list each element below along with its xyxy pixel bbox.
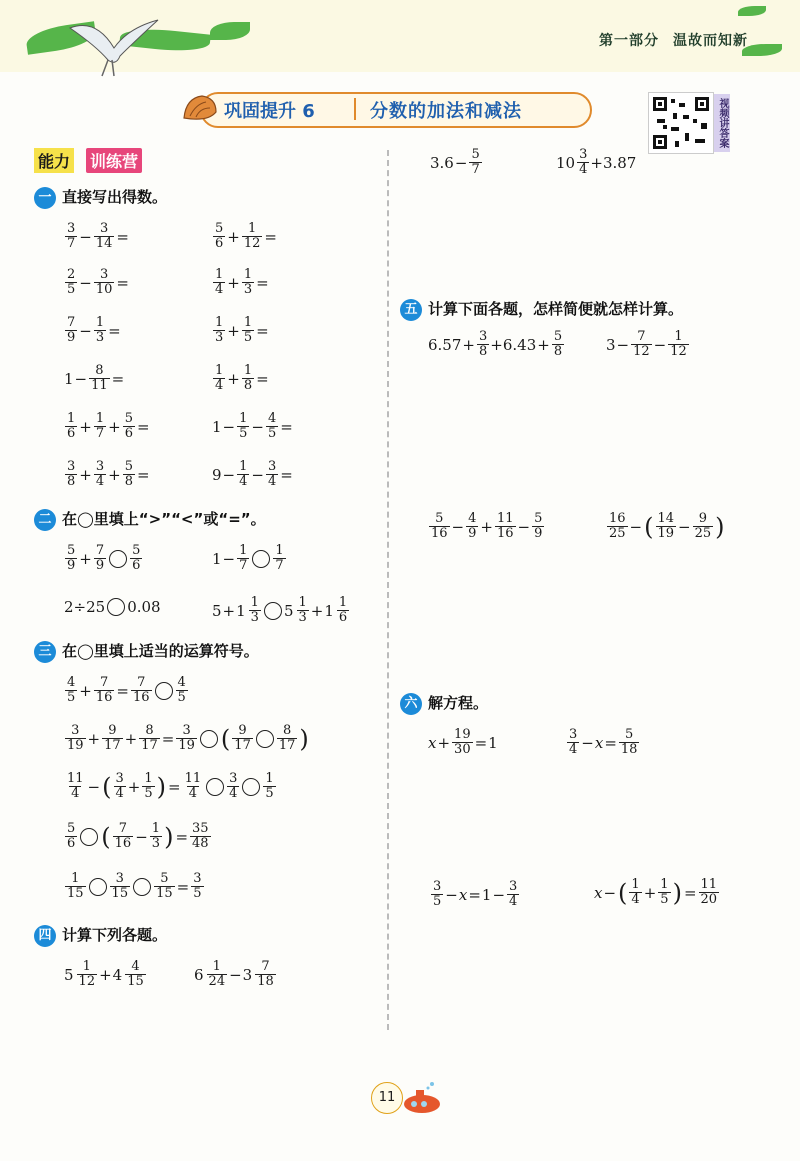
section-3-heading <box>34 640 259 663</box>
operator: + <box>127 777 141 796</box>
problem <box>64 316 122 345</box>
problem <box>64 872 205 901</box>
operator: − <box>517 517 531 536</box>
fraction: 9 17 <box>234 723 251 753</box>
fraction: $\frac{1}{5}$ <box>144 771 153 801</box>
fraction: 7 9 <box>67 315 76 345</box>
fraction: $\frac{3}{4}$ <box>95 459 105 489</box>
fraction: $\frac{3}{14}$ <box>95 221 113 251</box>
answer-circle[interactable] <box>200 730 218 748</box>
fraction: 5 16 <box>431 511 448 541</box>
fraction: 1 7 <box>275 543 284 573</box>
fraction: 5 6 <box>67 821 76 851</box>
problem: 10 3 4 +3.87 <box>556 147 637 177</box>
fraction: $\frac{5}{8}$ <box>124 459 133 489</box>
problem: 2÷25 0.08 <box>64 598 161 616</box>
qr-code-icon[interactable] <box>648 92 714 154</box>
problem <box>212 268 270 297</box>
fraction: 3 15 <box>111 871 129 901</box>
seagull-icon <box>66 10 162 80</box>
operator: ) <box>672 878 682 907</box>
problem: 3 5 − x = 1 − $\frac{3}{4}$ <box>433 879 518 909</box>
problem <box>64 772 277 801</box>
fraction: 2 5 <box>67 267 76 297</box>
answer-circle[interactable] <box>80 828 98 846</box>
fraction: $\frac{9}{17}$ <box>104 723 121 753</box>
fraction: $\frac{1}{12}$ <box>670 329 687 359</box>
operator: + <box>79 681 92 700</box>
operator: ( <box>102 772 112 801</box>
problem: 1 − $\frac{1}{5}$ − $\frac{4}{5}$ = <box>212 411 293 441</box>
problem <box>64 460 151 489</box>
fraction: 1 24 <box>208 959 226 989</box>
fraction: 4 5 <box>67 675 76 705</box>
section-2-badge: 二 <box>34 509 56 531</box>
fraction: $\frac{1}{3}$ <box>151 821 161 851</box>
section-2-title: 在◯里填上“>”“<”或“=”。 <box>62 510 266 528</box>
fraction: 3 5 <box>433 879 442 909</box>
problem: 3 4 − x = $\frac{5}{18}$ <box>569 727 638 757</box>
fraction: $\frac{5}{18}$ <box>620 727 638 757</box>
operator: − <box>492 885 506 904</box>
fraction: $\frac{3}{8}$ <box>478 329 488 359</box>
operator: − <box>229 965 242 984</box>
operator: + <box>227 227 240 246</box>
header-part: 第一部分 <box>599 33 659 49</box>
fraction: 3 4 <box>569 727 578 757</box>
fraction: $\frac{4}{5}$ <box>267 411 277 441</box>
fraction: 3 4 <box>229 771 238 801</box>
fraction: 8 17 <box>278 723 296 753</box>
operator: = <box>175 827 189 846</box>
fraction: 5 6 <box>215 221 224 251</box>
operator: = <box>108 321 121 340</box>
lesson-banner <box>200 92 592 128</box>
problem <box>64 544 143 573</box>
operator: − <box>79 321 92 340</box>
operator: + <box>222 601 236 620</box>
fraction: 4 5 <box>177 675 186 705</box>
fraction: 1 3 <box>215 315 224 345</box>
operator: − <box>251 417 264 436</box>
banner-label: 巩固提升 6 <box>224 101 315 122</box>
operator: + <box>79 549 92 568</box>
problem <box>64 222 130 251</box>
operator: + <box>108 465 121 484</box>
operator: − <box>445 885 458 904</box>
fraction: 3 19 <box>67 723 84 753</box>
section-4-title: 计算下列各题。 <box>62 926 168 944</box>
fraction: 1 4 <box>215 267 224 297</box>
operator: − <box>603 883 617 902</box>
problem: 3 − $\frac{7}{12}$ − $\frac{1}{12}$ <box>606 329 687 359</box>
problem <box>64 268 130 297</box>
fraction: $\frac{3}{4}$ <box>509 879 518 909</box>
fraction: $\frac{3}{19}$ <box>178 723 195 753</box>
operator: = <box>116 681 129 700</box>
answer-circle[interactable] <box>256 730 274 748</box>
fraction: $\frac{1}{7}$ <box>95 411 105 441</box>
fraction: 14 19 <box>657 511 675 541</box>
problem: 9 − $\frac{1}{4}$ − $\frac{3}{4}$ = <box>212 459 293 489</box>
operator: = <box>256 369 269 388</box>
problem: 6.57 + $\frac{3}{8}$ +6.43 + $\frac{5}{8}$ <box>428 329 563 359</box>
fraction: $\frac{3}{5}$ <box>193 871 202 901</box>
operator: = <box>280 417 293 436</box>
operator: = <box>176 877 190 896</box>
section-6-title: 解方程。 <box>428 694 489 712</box>
qr-label: 视频讲答案 <box>714 94 730 152</box>
problem: x + $\frac{19}{30}$ = 1 <box>428 727 498 757</box>
operator: = <box>116 273 129 292</box>
fraction: $\frac{1}{3}$ <box>243 267 253 297</box>
operator: − <box>629 517 643 536</box>
section-4-badge: 四 <box>34 925 56 947</box>
operator: = <box>161 729 175 748</box>
problem <box>64 822 212 851</box>
fraction: $\frac{5}{7}$ <box>471 147 480 177</box>
operator: = <box>474 733 488 752</box>
operator: = <box>111 369 125 388</box>
shell-icon <box>182 92 218 122</box>
fraction: 4 15 <box>127 959 144 989</box>
operator: − <box>135 827 148 846</box>
banner-divider <box>354 98 356 120</box>
fraction: 7 16 <box>114 821 132 851</box>
fraction: $\frac{5}{6}$ <box>124 411 133 441</box>
operator: − <box>451 517 465 536</box>
answer-circle[interactable] <box>264 602 282 620</box>
operator: + <box>227 273 240 292</box>
operator: ( <box>644 512 654 541</box>
answer-circle[interactable] <box>252 550 270 568</box>
answer-circle[interactable] <box>133 878 151 896</box>
answer-circle[interactable] <box>107 598 125 616</box>
section-2-heading <box>34 508 266 531</box>
fraction: $\frac{4}{9}$ <box>468 511 477 541</box>
fraction: $\frac{1}{4}$ <box>239 459 248 489</box>
operator: − <box>222 417 236 436</box>
fraction: 1 4 <box>631 877 640 907</box>
operator: + <box>124 729 138 748</box>
problem: 5 1 12 + 4 4 15 <box>64 959 144 989</box>
problem: x − ( 1 4 + $\frac{1}{5}$ ) = $\frac{11}{20}$ <box>594 877 718 907</box>
problem <box>64 724 310 753</box>
fraction: $\frac{1}{5}$ <box>243 315 253 345</box>
operator: + <box>79 465 92 484</box>
operator: − <box>616 335 630 354</box>
problem: 5 + 1 1 3 5 1 3 + 1 1 6 <box>212 595 348 625</box>
operator: − <box>581 733 594 752</box>
section-1-heading <box>34 186 167 209</box>
operator: + <box>480 517 493 536</box>
operator: + <box>79 417 92 436</box>
operator: − <box>678 517 691 536</box>
fraction: 1 6 <box>338 595 348 625</box>
operator: − <box>79 227 92 246</box>
problem: 6 1 24 − 3 7 18 <box>194 959 274 989</box>
operator: − <box>222 465 236 484</box>
fraction: $\frac{7}{12}$ <box>633 329 650 359</box>
operator: ) <box>299 724 309 753</box>
operator: = <box>137 465 150 484</box>
fraction: 7 18 <box>257 959 274 989</box>
fraction: $\frac{5}{9}$ <box>534 511 543 541</box>
fraction: $\frac{1}{5}$ <box>239 411 248 441</box>
header-section: 温故而知新 <box>673 33 748 49</box>
ability-tag: 能力 <box>34 148 74 173</box>
operator: − <box>74 369 88 388</box>
fraction: $\frac{1}{8}$ <box>243 363 253 393</box>
fraction: $\frac{11}{16}$ <box>496 511 514 541</box>
operator: ( <box>618 878 628 907</box>
section-6-heading <box>400 692 488 715</box>
answer-circle[interactable] <box>155 682 173 700</box>
operator: = <box>256 321 269 340</box>
problem: 3.6 − $\frac{5}{7}$ <box>430 147 480 177</box>
fraction: 1 3 <box>250 595 259 625</box>
fraction: $\frac{9}{25}$ <box>694 511 712 541</box>
operator: − <box>454 153 468 172</box>
fraction: $\frac{35}{48}$ <box>192 821 209 851</box>
fraction: $\frac{11}{4}$ <box>184 771 202 801</box>
answer-circle[interactable] <box>206 778 224 796</box>
fraction: $\frac{1}{5}$ <box>660 877 669 907</box>
fraction: $\frac{11}{20}$ <box>700 877 718 907</box>
operator: + <box>99 965 112 984</box>
operator: = <box>468 885 481 904</box>
operator: = <box>280 465 293 484</box>
section-4-heading <box>34 924 167 947</box>
problem: 1 − $\frac{1}{7}$ 1 7 <box>212 543 284 573</box>
fraction: 3 4 <box>115 771 124 801</box>
fraction: 5 6 <box>132 543 141 573</box>
operator: + <box>87 729 101 748</box>
fraction: 11 4 <box>67 771 84 801</box>
fraction: $\frac{7}{16}$ <box>95 675 113 705</box>
banner-title: 分数的加法和减法 <box>370 101 522 122</box>
section-6-badge: 六 <box>400 693 422 715</box>
problem <box>212 364 270 393</box>
fraction: $\frac{8}{11}$ <box>91 363 108 393</box>
problem <box>212 316 270 345</box>
operator: − <box>653 335 667 354</box>
answer-circle[interactable] <box>109 550 127 568</box>
fraction: $\frac{8}{17}$ <box>141 723 158 753</box>
operator: + <box>310 601 324 620</box>
operator: ) <box>164 822 174 851</box>
operator: − <box>251 465 264 484</box>
fraction: $\frac{1}{7}$ <box>239 543 248 573</box>
fraction: 16 25 <box>609 511 626 541</box>
problem <box>606 512 726 541</box>
answer-circle[interactable] <box>89 878 107 896</box>
section-3-title: 在◯里填上适当的运算符号。 <box>62 642 259 660</box>
section-1-title: 直接写出得数。 <box>62 188 168 206</box>
operator: + <box>537 335 550 354</box>
operator: + <box>227 321 240 340</box>
fraction: $\frac{5}{15}$ <box>156 871 173 901</box>
operator: ) <box>715 512 725 541</box>
operator: = <box>683 883 697 902</box>
fraction: 3 4 <box>579 147 588 177</box>
section-5-heading <box>400 298 683 321</box>
operator: + <box>108 417 121 436</box>
fraction: 1 12 <box>78 959 96 989</box>
fraction: 5 9 <box>67 543 76 573</box>
fraction: 1 15 <box>67 871 84 901</box>
operator: − <box>79 273 92 292</box>
fraction: $\frac{7}{9}$ <box>95 543 105 573</box>
page-number: 11 <box>371 1082 403 1114</box>
fraction: 1 4 <box>215 363 224 393</box>
submarine-icon <box>398 1080 444 1116</box>
fraction: 1 3 <box>298 595 307 625</box>
operator: + <box>643 883 657 902</box>
camp-tag: 训练营 <box>86 148 142 173</box>
fraction: $\frac{1}{3}$ <box>95 315 105 345</box>
column-divider <box>387 150 389 1030</box>
operator: = <box>264 227 277 246</box>
fraction: 1 6 <box>67 411 76 441</box>
operator: = <box>116 227 129 246</box>
operator: ) <box>156 772 167 801</box>
fraction: $\frac{3}{10}$ <box>95 267 113 297</box>
problem <box>428 512 545 541</box>
section-5-title: 计算下面各题，怎样简便就怎样计算。 <box>428 300 684 318</box>
operator: + <box>227 369 240 388</box>
fraction: $\frac{3}{4}$ <box>267 459 277 489</box>
problem <box>212 222 278 251</box>
operator: + <box>462 335 475 354</box>
operator: = <box>137 417 150 436</box>
operator: − <box>222 549 236 568</box>
fraction: $\frac{19}{30}$ <box>454 727 471 757</box>
fraction: 1 5 <box>265 771 274 801</box>
answer-circle[interactable] <box>242 778 260 796</box>
problem: 1 − $\frac{8}{11}$ = <box>64 363 125 393</box>
operator: ( <box>101 822 111 851</box>
fraction: $\frac{7}{16}$ <box>132 675 150 705</box>
operator: = <box>604 733 617 752</box>
fraction: 3 8 <box>67 459 76 489</box>
header-title <box>585 30 748 50</box>
operator: = <box>256 273 269 292</box>
operator: − <box>87 777 101 796</box>
fraction: $\frac{1}{12}$ <box>243 221 261 251</box>
operator: + <box>437 733 451 752</box>
fraction: 3 7 <box>67 221 76 251</box>
operator: = <box>168 777 181 796</box>
fraction: $\frac{5}{8}$ <box>553 329 563 359</box>
operator: ( <box>220 724 231 753</box>
problem <box>64 412 151 441</box>
section-5-badge: 五 <box>400 299 422 321</box>
section-3-badge: 三 <box>34 641 56 663</box>
problem <box>64 676 189 705</box>
section-1-badge: 一 <box>34 187 56 209</box>
